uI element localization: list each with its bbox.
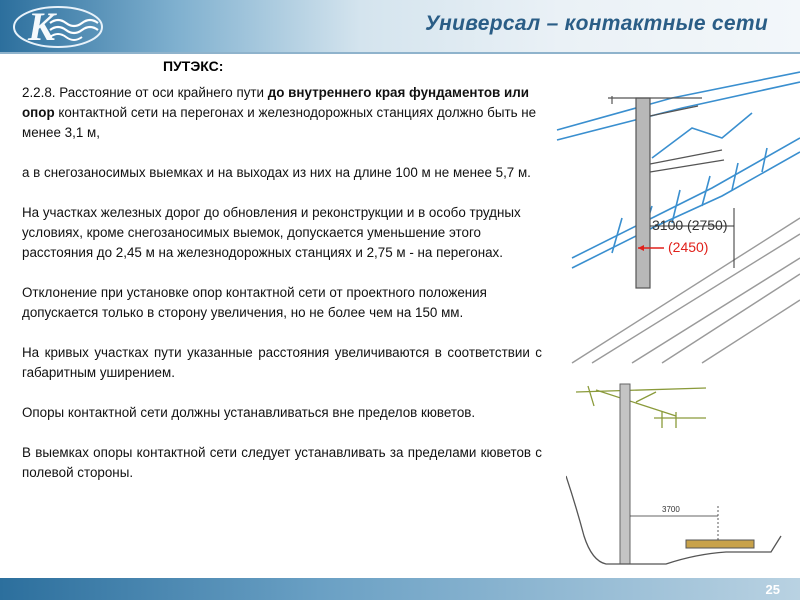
support-mast — [620, 384, 630, 564]
catenary-support-perspective-figure — [552, 68, 800, 366]
paragraph-deviation: Отклонение при установке опор контактной сети от проектного положения допускается только в сторону увеличения, но не более чем на 150 мм. — [22, 285, 487, 320]
paragraph-cuttings: В выемках опоры контактной сети следует устанавливать за пределами кюветов с полевой стороны. — [22, 445, 542, 480]
paragraph-1-prefix: 2.2.8. Расстояние от оси крайнего пути — [22, 85, 268, 100]
red-dimension-label: (2450) — [668, 239, 709, 255]
section-label: ПУТЭКС: — [163, 58, 224, 74]
catenary-mast — [608, 96, 724, 288]
catenary-cross-section-figure — [566, 376, 786, 576]
header-divider — [0, 52, 800, 54]
cantilever-assembly — [576, 386, 706, 428]
paragraph-clause-2-2-8 — [22, 83, 542, 143]
paragraph-curves: На кривых участках пути указанные расстояния увеличиваются в соответствии с габаритным уширением. — [22, 345, 542, 380]
svg-text:К: К — [28, 4, 56, 49]
dimension-label-bottom: 3700 — [662, 505, 680, 514]
paragraph-ditches: Опоры контактной сети должны устанавливаться вне пределов кюветов. — [22, 405, 476, 420]
ground-profile — [566, 476, 781, 564]
body-text — [22, 83, 542, 503]
paragraph-reconstruction: На участках железных дорог до обновления и реконструкции и в особо трудных условиях, кроме снегозаносимых выемок, допускается уменьшение этого расстояния до 2,45 м на железнодорожных станциях и 2,75 м - на перегонах. — [22, 205, 521, 260]
page-number: 25 — [765, 582, 780, 597]
company-logo-k-icon — [6, 3, 106, 49]
paragraph-snow-cuttings: а в снегозаносимых выемках и на выходах из них на длине 100 м не менее 5,7 м. — [22, 165, 531, 180]
paragraph-1-bold: до внутреннего края фундаментов или опор — [22, 85, 529, 120]
dimension-label: 3100 (2750) — [652, 217, 728, 233]
sleeper — [686, 540, 754, 548]
footer-band — [0, 578, 800, 600]
paragraph-1-suffix: контактной сети на перегонах и железнодорожных станциях должно быть не менее 3,1 м, — [22, 105, 537, 140]
page-title: Универсал – контактные сети — [425, 12, 768, 35]
